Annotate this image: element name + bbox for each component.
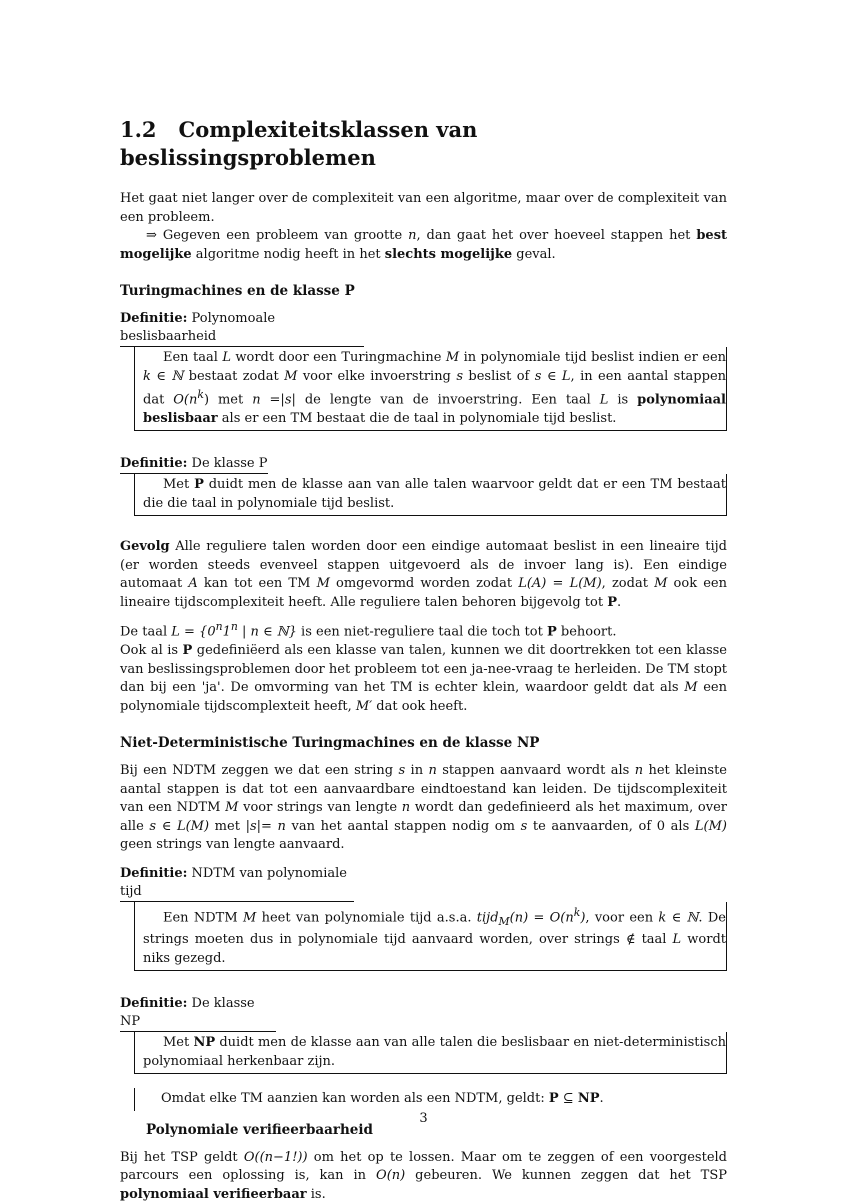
language-paragraph: De taal $L = \{0^n1^n$ | n ∈ ℕ} is een niet-reguliere taal die toch tot P behoort. (120, 620, 617, 640)
section-title: Complexiteitsklassen van beslissingsproblemen (120, 117, 478, 170)
page-number: 3 (419, 1111, 428, 1126)
intro-paragraph: Het gaat niet langer over de complexiteit van een algoritme, maar over de complexiteit van een probleem. (120, 191, 727, 225)
subheading-turing-p: Turingmachines en de klasse P (120, 283, 355, 299)
tsp-paragraph: Bij het TSP geldt O((n−1!)) om het op te lossen. Maar om te zeggen of een voorgesteld parcours een oplossing is, kan in O(n) gebeuren. We kunnen zeggen dat het TSP polynomiaal verifieerbaar is. (120, 1149, 728, 1202)
definition-box: Een NDTM M heet van polynomiale tijd a.s.a. tijd$_M$(n) = $O(n^k)$, voor een k ∈ ℕ. De strings moeten dus in polynomiale tijd aanvaard worden, over strings ∉ taal L wordt niks gezegd. (134, 902, 727, 971)
intro-implication: ⇒ Gegeven een probleem van grootte n, dan gaat het over hoeveel stappen het best mogelijke algoritme nodig heeft in het slechts mogelijke geval. (120, 228, 728, 262)
definition-box: Met P duidt men de klasse aan van alle talen waarvoor geldt dat er een TM bestaat die die taal in polynomiale tijd beslist. (134, 474, 727, 516)
remark-bar: Omdat elke TM aanzien kan worden als een NDTM, geldt: P ⊆ NP. (134, 1088, 727, 1111)
ndtm-paragraph: Bij een NDTM zeggen we dat een string s in n stappen aanvaard wordt als n het kleinste aantal stappen is dat tot een aanvaardbare eindtoestand kan leiden. De tijdscomplexiteit van een NDTM M voor strings van lengte n wordt dan gedefinieerd als het maximum, over alle s ∈ L(M) met |s|= n van het aantal stappen nodig om s te aanvaarden, of 0 als L(M) geen strings van lengte aanvaard. (120, 763, 728, 853)
subheading-ndtm-np: Niet-Deterministische Turingmachines en de klasse NP (120, 735, 540, 752)
decision-paragraph: Ook al is P gedefiniëerd als een klasse van talen, kunnen we dit doortrekken tot een klasse van beslissingsproblemen door het probleem tot een ja-nee-vraag te herleiden. De TM stopt dan bij een 'ja'. De omvorming van het TM is echter klein, waardoor geldt dat als M een polynomiale tijdscomplexteit heeft, M′ dat ook heeft. (120, 643, 728, 714)
gevolg-paragraph: Gevolg Alle reguliere talen worden door een eindige automaat beslist in een lineaire tijd (er worden steeds evenveel stappen uitgevoerd als de invoer lang is). Een eindige automaat A kan tot een TM M omgevormd worden zodat L(A) = L(M), zodat M ook een lineaire tijdscomplexiteit heeft. Alle reguliere talen behoren bijgevolg tot P. (120, 539, 727, 610)
definition-header: Definitie: NDTM van polynomiale tijd (120, 865, 354, 902)
section-number: 1.2 (120, 117, 157, 142)
definition-box: Met NP duidt men de klasse aan van alle talen die beslisbaar en niet-deterministisch polynomiaal herkenbaar zijn. (134, 1032, 727, 1074)
definition-box: Een taal L wordt door een Turingmachine M in polynomiale tijd beslist indien er een k ∈ ℕ bestaat zodat M voor elke invoerstring s beslist of s ∈ L, in een aantal stappen dat $O(n^k)$ met n =|s| de lengte van de invoerstring. Een taal L is polynomiaal beslisbaar als er een TM bestaat die de taal in polynomiale tijd beslist. (134, 347, 727, 431)
definition-header: Definitie: De klasse P (120, 455, 268, 474)
subheading-verifiability: Polynomiale verifieerbaarheid (146, 1121, 373, 1138)
definition-header: Definitie: De klasse NP (120, 995, 276, 1032)
section-heading (120, 116, 727, 172)
definition-header: Definitie: Polynomoale beslisbaarheid (120, 310, 364, 347)
page-content (120, 116, 727, 1204)
